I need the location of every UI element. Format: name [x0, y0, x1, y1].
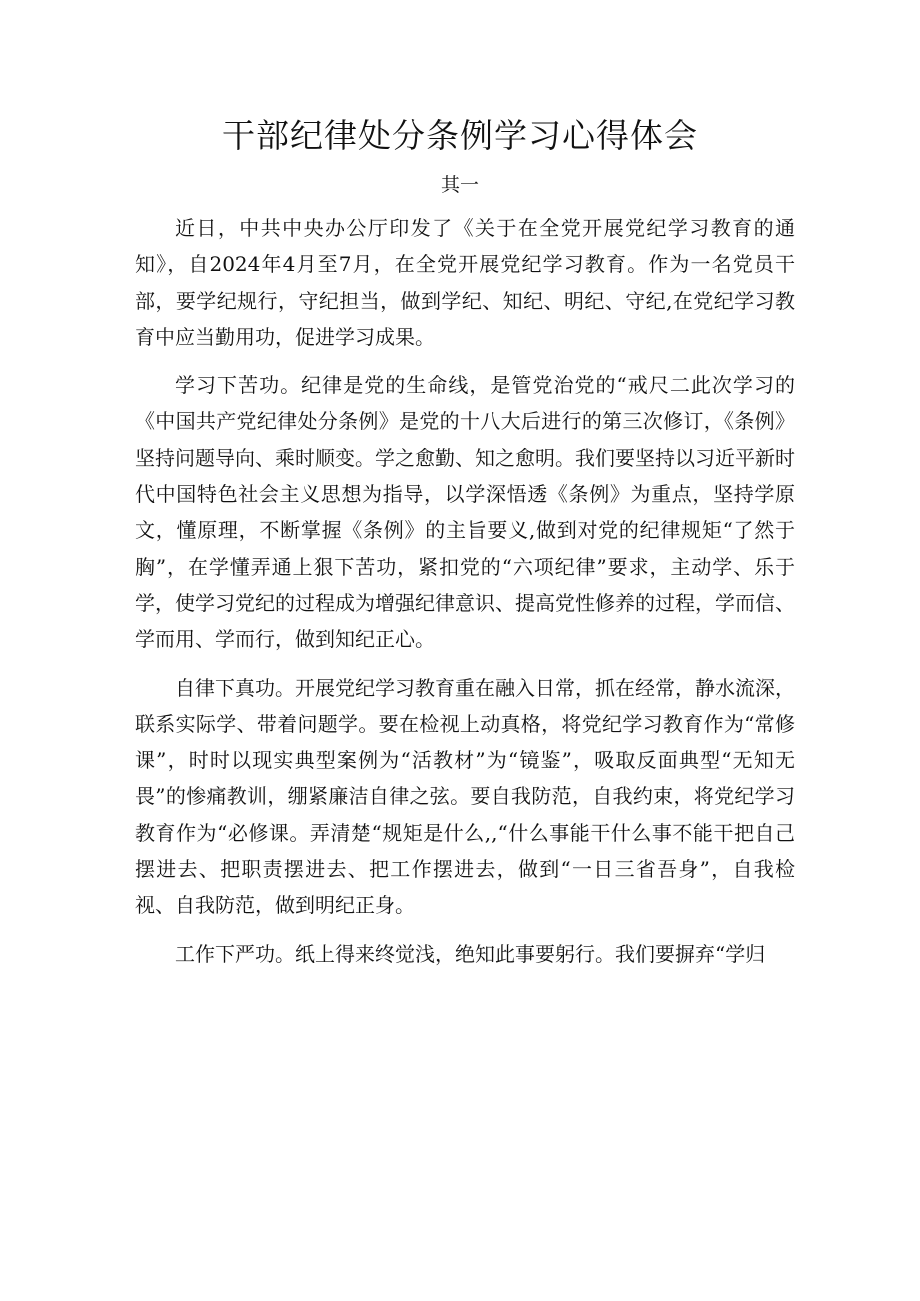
paragraph-4: 工作下严功。纸上得来终觉浅，绝知此事要躬行。我们要摒弃“学归: [175, 941, 766, 966]
section-subtitle: 其一: [440, 174, 479, 196]
paragraph-3: 自律下真功。开展党纪学习教育重在融入日常，抓在经常，静水流深，联系实际学、带着问题学。要在检视上动真格，将党纪学习教育作为“常修课”，时时以现实典型案例为“活教材”为“镜鉴”，吸取反面典型“无知无畏”的惨痛教训，绷紧廉洁自律之弦。要自我防范，自我约束，将党纪学习教育作为“必修课。弄清楚“规矩是什么,,“什么事能干什么事不能干把自己摆进去、把职责摆进去、把工作摆进去，做到“一日三省吾身”，自我检视、自我防范，做到明纪正身。: [135, 675, 795, 918]
page-title: 干部纪律处分条例学习心得体会: [222, 116, 698, 155]
paragraph-1: 近日，中共中央办公厅印发了《关于在全党开展党纪学习教育的通知》，自2024年4月至7月，在全党开展党纪学习教育。作为一名党员干部，要学纪规行，守纪担当，做到学纪、知纪、明纪、守纪,在党纪学习教育中应当勤用功，促进学习成果。: [135, 216, 795, 349]
body-text: [135, 210, 795, 984]
paragraph-2: 学习下苦功。纪律是党的生命线，是管党治党的“戒尺二此次学习的《中国共产党纪律处分条例》是党的十八大后进行的第三次修订，《条例》坚持问题导向、乘时顺变。学之愈勤、知之愈明。我们要坚持以习近平新时代中国特色社会主义思想为指导，以学深悟透《条例》为重点，坚持学原文，懂原理，不断掌握《条例》的主旨要义,做到对党的纪律规矩“了然于胸”，在学懂弄通上狠下苦功，紧扣党的“六项纪律”要求，主动学、乐于学，使学习党纪的过程成为增强纪律意识、提高党性修养的过程，学而信、学而用、学而行，做到知纪正心。: [135, 373, 795, 652]
